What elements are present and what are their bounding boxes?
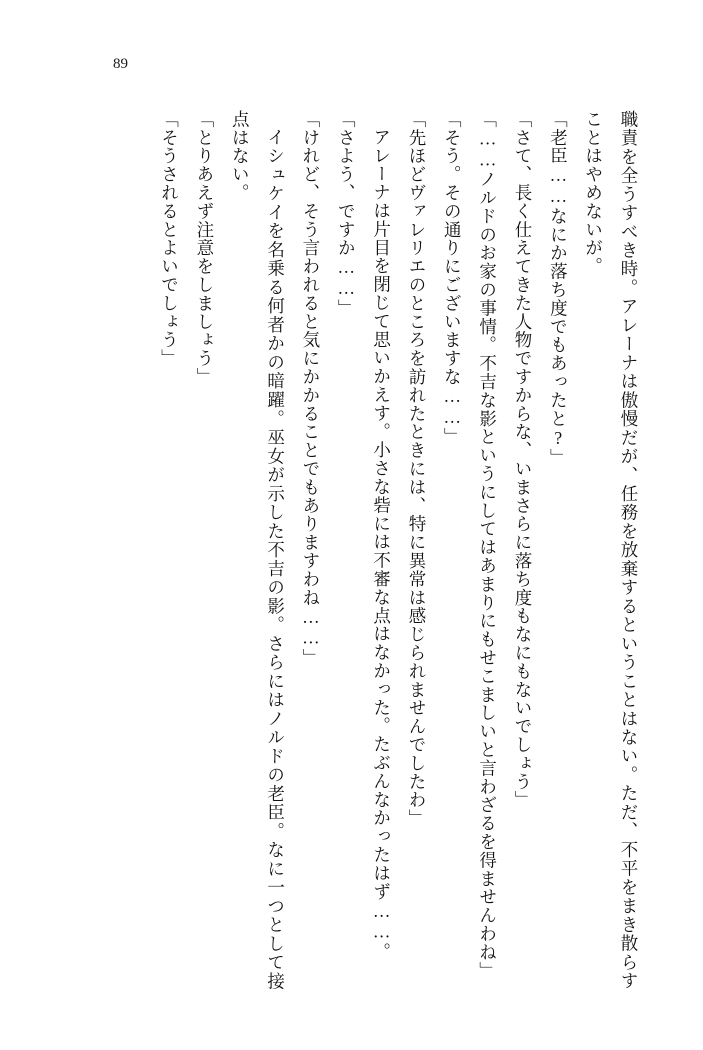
- paragraph: 「けれど、そう言われると気にかかることでもありますわね……」: [300, 110, 321, 667]
- paragraph: 「先ほどヴァレリエのところを訪れたときには、特に異常は感じられませんでしたわ」: [406, 110, 427, 828]
- page-body-text: [84, 110, 646, 990]
- paragraph: イシュケイを名乗る何者かの暗躍。巫女が示した不吉の影。さらにはノルドの老臣。なに一つとして接点はない。: [230, 110, 286, 990]
- paragraph: 職責を全うすべき時。アレーナは傲慢だが、任務を放棄するということはない。ただ、不平をまき散らすことはやめないが。: [583, 110, 639, 990]
- paragraph: 「そう。その通りにございますな……」: [442, 110, 463, 447]
- page-number: 89: [113, 56, 128, 72]
- paragraph: 「とりあえず注意をしましょう」: [194, 110, 215, 386]
- paragraph: 「さて、長く仕えてきた人物ですからな、いまさらに落ち度もなにもないでしょう」: [512, 110, 533, 810]
- paragraph: 「……ノルドのお家の事情。不吉な影というにしてはあまりにもせこましいと言わざるを得ませんわね」: [477, 110, 498, 980]
- paragraph: 「さよう、ですか……」: [336, 110, 357, 318]
- paragraph: アレーナは片目を閉じて思いかえす。小さな砦には不審な点はなかった。たぶんなかったはず……。: [371, 127, 392, 961]
- paragraph: 「老臣……なにか落ち度でもあったと?」: [548, 110, 569, 468]
- paragraph: 「そうされるとよいでしょう」: [159, 110, 180, 368]
